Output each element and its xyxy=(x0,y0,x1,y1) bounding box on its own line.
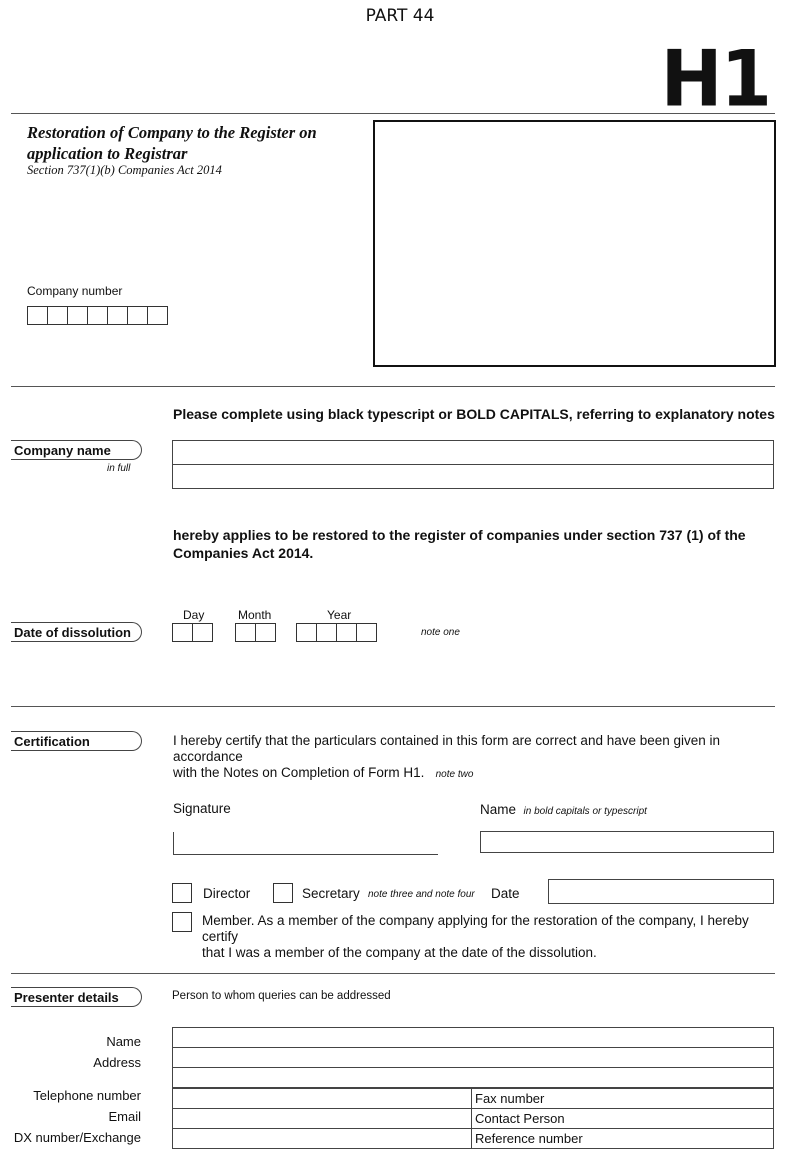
divider xyxy=(11,973,775,974)
director-label: Director xyxy=(203,886,251,901)
day-label: Day xyxy=(183,608,205,622)
date-of-dissolution-tab: Date of dissolution xyxy=(11,622,142,642)
divider xyxy=(11,706,775,707)
name-input[interactable] xyxy=(480,831,774,853)
year-label: Year xyxy=(327,608,352,622)
director-checkbox[interactable] xyxy=(172,883,192,903)
presenter-details-tab: Presenter details xyxy=(11,987,142,1007)
company-number-cell[interactable] xyxy=(107,306,128,325)
presenter-name-label: Name xyxy=(106,1034,141,1049)
month-cell[interactable] xyxy=(255,623,276,642)
date-label: Date xyxy=(491,886,520,901)
presenter-note: Person to whom queries can be addressed xyxy=(172,990,391,1002)
year-cell[interactable] xyxy=(296,623,317,642)
date-input[interactable] xyxy=(548,879,774,904)
certification-text xyxy=(173,733,775,783)
secretary-label: Secretary xyxy=(302,886,360,901)
presenter-email-label: Email xyxy=(108,1109,141,1124)
contact-person-field[interactable] xyxy=(471,1108,774,1129)
fax-number-field[interactable] xyxy=(471,1088,774,1109)
month-cell[interactable] xyxy=(235,623,256,642)
presenter-telephone-label: Telephone number xyxy=(33,1088,141,1103)
company-number-cell[interactable] xyxy=(67,306,88,325)
signature-label: Signature xyxy=(173,801,231,816)
reference-number-field[interactable] xyxy=(471,1128,774,1149)
member-text-line2: that I was a member of the company at the date of the dissolution. xyxy=(202,945,597,960)
form-code-logo: H1 xyxy=(660,33,770,125)
name-note: in bold capitals or typescript xyxy=(523,806,647,817)
month-field[interactable] xyxy=(235,623,275,642)
presenter-address-input-line1[interactable] xyxy=(172,1047,774,1068)
contact-person-label: Contact Person xyxy=(475,1111,565,1126)
form-subtitle: Section 737(1)(b) Companies Act 2014 xyxy=(27,163,222,177)
presenter-dx-input[interactable] xyxy=(172,1128,472,1149)
month-label: Month xyxy=(238,608,272,622)
reference-number-label: Reference number xyxy=(475,1131,583,1146)
day-field[interactable] xyxy=(172,623,212,642)
year-cell[interactable] xyxy=(336,623,357,642)
company-name-sublabel: in full xyxy=(107,463,131,474)
instructions: Please complete using black typescript or BOLD CAPITALS, referring to explanatory notes xyxy=(173,406,775,422)
company-name-input-line2[interactable] xyxy=(172,464,774,489)
application-text xyxy=(173,526,746,562)
certification-text-line1: I hereby certify that the particulars contained in this form are correct and have been given in accordance xyxy=(173,733,721,764)
company-number-cell[interactable] xyxy=(27,306,48,325)
company-name-tab: Company name xyxy=(11,440,142,460)
part-label: PART 44 xyxy=(365,6,435,26)
company-number-cell[interactable] xyxy=(87,306,108,325)
secretary-note: note three and note four xyxy=(368,889,475,900)
divider xyxy=(11,113,775,114)
certification-tab: Certification xyxy=(11,731,142,751)
presenter-name-input[interactable] xyxy=(172,1027,774,1048)
company-number-cell[interactable] xyxy=(147,306,168,325)
member-text-line1: Member. As a member of the company applying for the restoration of the company, I hereby certify xyxy=(202,913,749,944)
form-title-line2: application to Registrar xyxy=(27,144,188,163)
presenter-telephone-input[interactable] xyxy=(172,1088,472,1109)
company-number-cell[interactable] xyxy=(127,306,148,325)
company-number-field[interactable] xyxy=(27,306,167,325)
certification-text-line2: with the Notes on Completion of Form H1. xyxy=(173,765,425,780)
application-text-line2: Companies Act 2014. xyxy=(173,545,314,561)
form-title xyxy=(27,122,367,164)
company-number-label: Company number xyxy=(27,284,123,298)
application-text-line1: hereby applies to be restored to the register of companies under section 737 (1) of the xyxy=(173,527,746,543)
dissolution-note: note one xyxy=(421,627,460,638)
name-label-row xyxy=(480,802,647,817)
office-use-box xyxy=(373,120,776,367)
year-cell[interactable] xyxy=(316,623,337,642)
member-text xyxy=(202,913,777,961)
presenter-address-input-line2[interactable] xyxy=(172,1067,774,1088)
fax-number-label: Fax number xyxy=(475,1091,545,1106)
year-cell[interactable] xyxy=(356,623,377,642)
name-label: Name xyxy=(480,802,517,817)
presenter-dx-label: DX number/Exchange xyxy=(13,1130,141,1145)
divider xyxy=(11,386,775,387)
year-field[interactable] xyxy=(296,623,376,642)
signature-field[interactable] xyxy=(173,832,438,855)
company-name-input-line1[interactable] xyxy=(172,440,774,465)
presenter-address-label: Address xyxy=(93,1055,141,1070)
day-cell[interactable] xyxy=(192,623,213,642)
presenter-email-input[interactable] xyxy=(172,1108,472,1129)
day-cell[interactable] xyxy=(172,623,193,642)
member-checkbox[interactable] xyxy=(172,912,192,932)
company-number-cell[interactable] xyxy=(47,306,68,325)
form-title-line1: Restoration of Company to the Register on xyxy=(27,123,317,142)
certification-note: note two xyxy=(435,769,474,780)
secretary-checkbox[interactable] xyxy=(273,883,293,903)
